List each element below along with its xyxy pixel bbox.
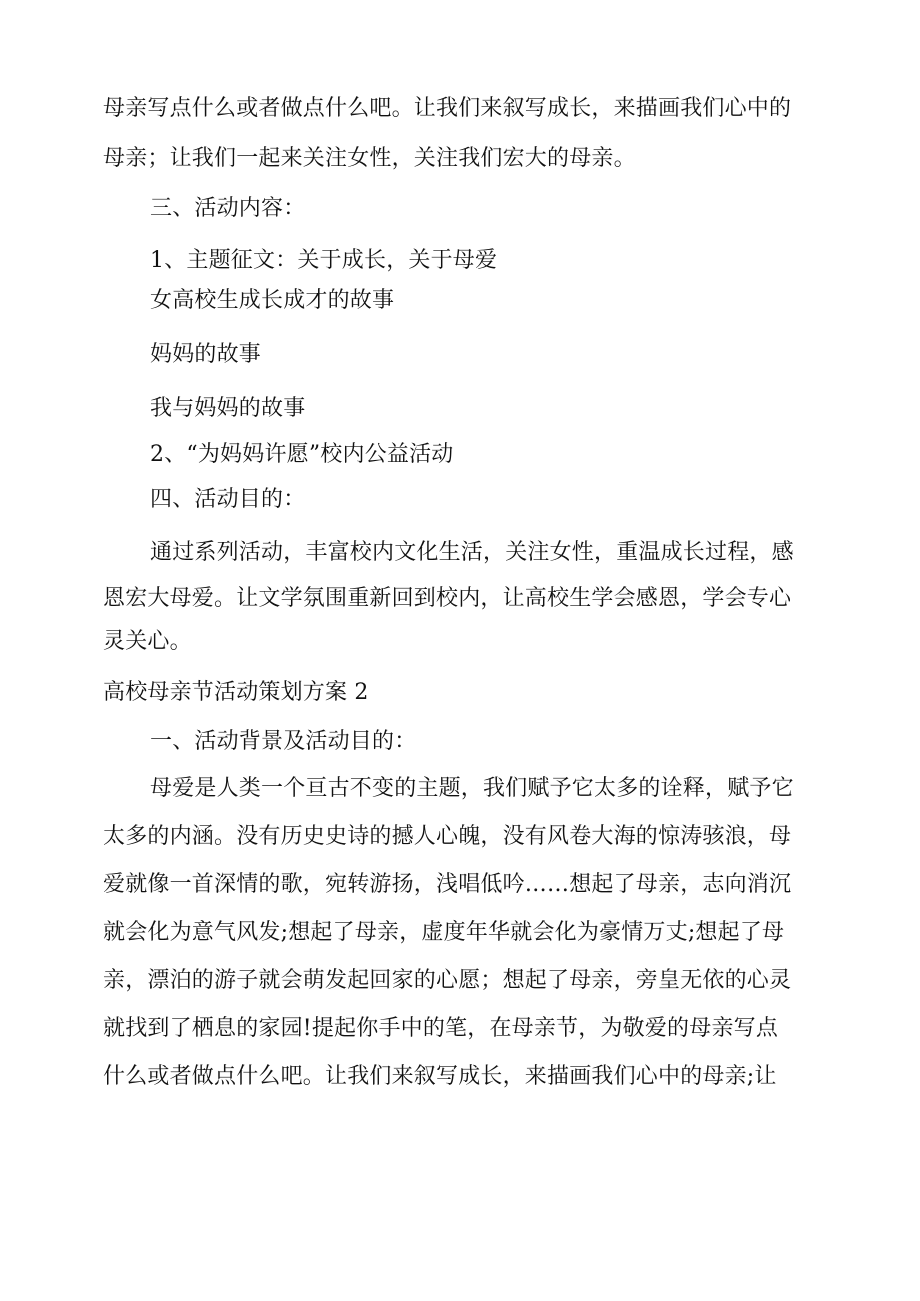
text-line: 亲，漂泊的游子就会萌发起回家的心愿；想起了母亲，旁皇无依的心灵 [103,968,792,993]
document-title: 高校母亲节活动策划方案 2 [103,680,369,705]
section-heading: 三、活动内容： [150,196,306,221]
text-line: 太多的内涵。没有历史史诗的撼人心魄，没有风卷大海的惊涛骇浪，母 [103,824,792,849]
text-line: 就找到了栖息的家园!提起你手中的笔，在母亲节，为敬爱的母亲写点 [103,1016,779,1041]
text-line: 灵关心。 [103,629,192,654]
list-item: 2、“为妈妈许愿”校内公益活动 [150,442,454,467]
text-line: 女高校生成长成才的故事 [150,288,395,313]
text-line: 妈妈的故事 [150,342,262,367]
list-item: 1、主题征文：关于成长，关于母爱 [150,248,498,273]
text-line: 母亲；让我们一起来关注女性，关注我们宏大的母亲。 [103,146,636,171]
text-line: 母亲写点什么或者做点什么吧。让我们来叙写成长，来描画我们心中的 [103,96,792,121]
text-line: 就会化为意气风发;想起了母亲，虚度年华就会化为豪情万丈;想起了母 [103,920,785,945]
section-heading: 一、活动背景及活动目的： [150,729,417,754]
text-line: 母爱是人类一个亘古不变的主题，我们赋予它太多的诠释，赋予它 [150,776,794,801]
section-heading: 四、活动目的： [150,487,306,512]
text-line: 通过系列活动，丰富校内文化生活，关注女性，重温成长过程，感 [150,540,794,565]
text-line: 什么或者做点什么吧。让我们来叙写成长，来描画我们心中的母亲;让 [103,1064,777,1089]
text-line: 恩宏大母爱。让文学氛围重新回到校内，让高校生学会感恩，学会专心 [103,586,792,611]
text-line: 爱就像一首深情的歌，宛转游扬，浅唱低吟……想起了母亲，志向消沉 [103,872,792,897]
text-line: 我与妈妈的故事 [150,396,306,421]
